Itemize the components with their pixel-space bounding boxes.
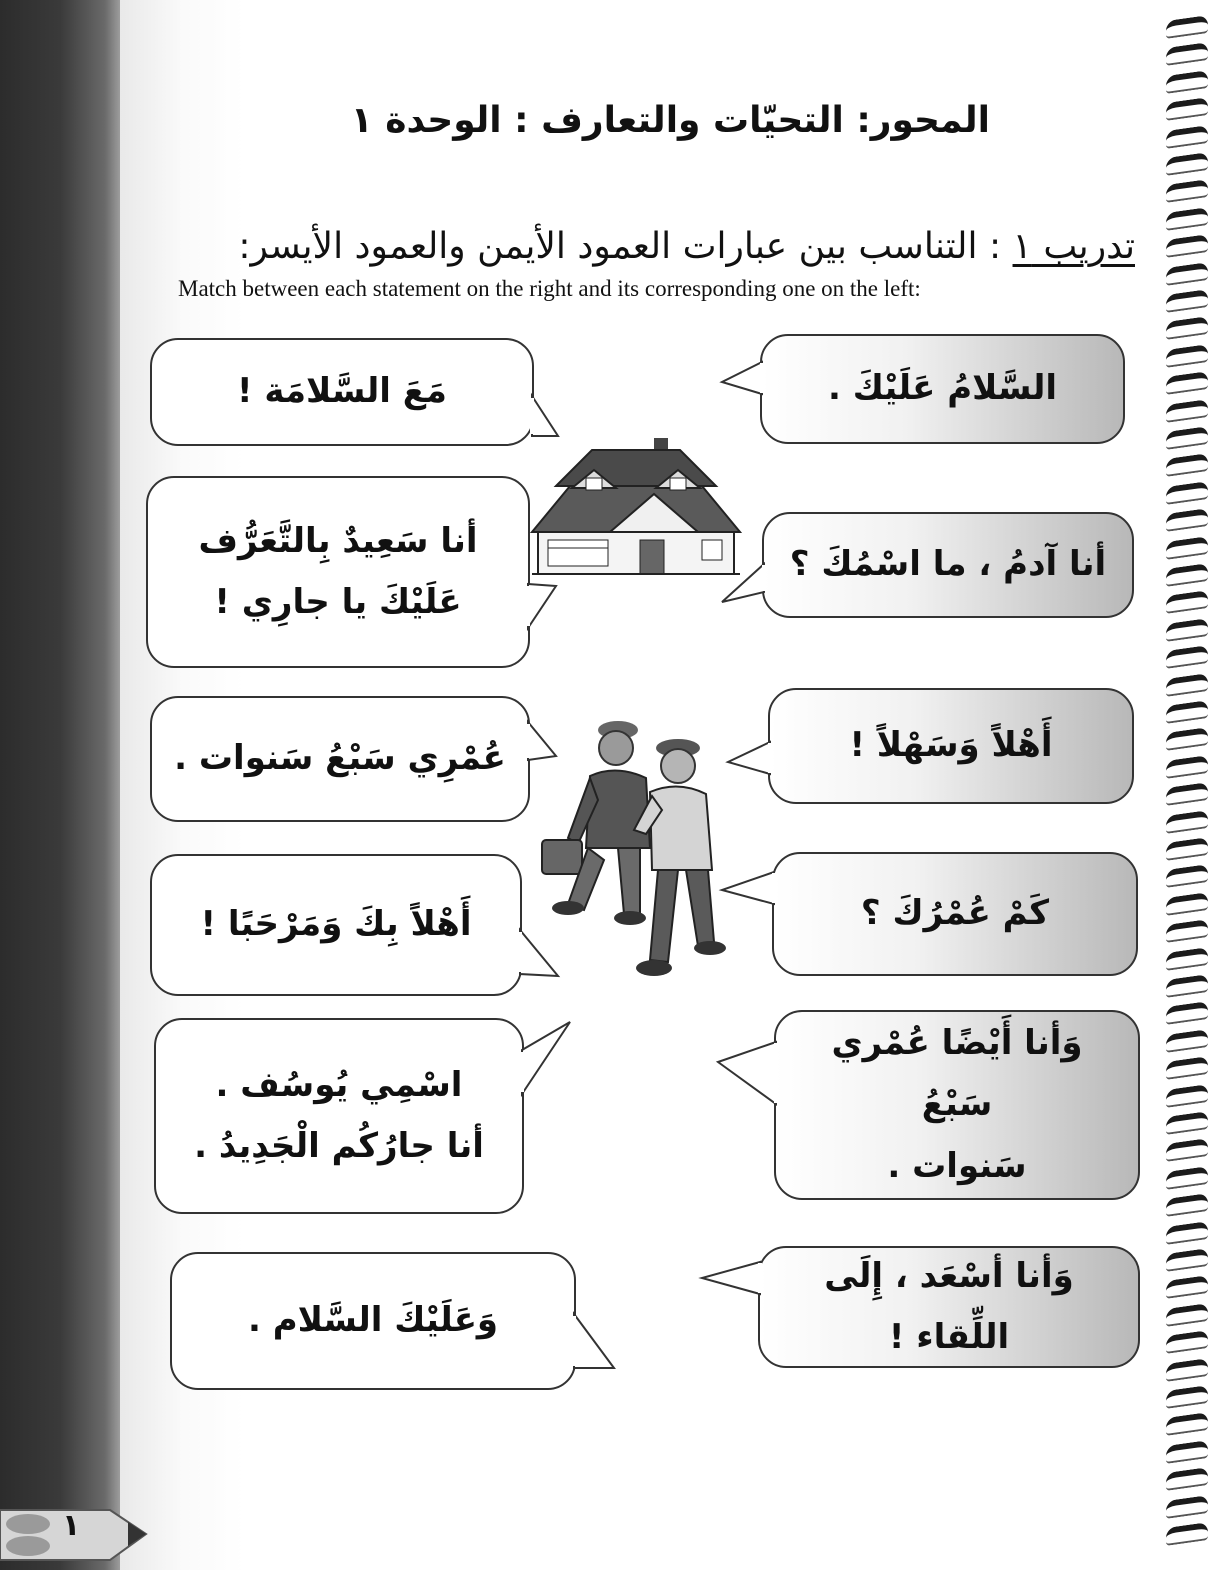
spiral-coil xyxy=(1166,1412,1208,1436)
spiral-coil xyxy=(1166,864,1208,888)
spiral-coil xyxy=(1166,974,1208,998)
spiral-coil xyxy=(1166,399,1208,423)
spiral-coil xyxy=(1166,508,1208,532)
bubble-text: السَّلامُ عَلَيْكَ . xyxy=(828,368,1057,409)
spiral-coil xyxy=(1166,1111,1208,1135)
bubble-tail xyxy=(520,1020,574,1100)
two-boys-illustration xyxy=(538,720,728,982)
spiral-coil xyxy=(1166,1467,1208,1491)
spiral-coil xyxy=(1166,536,1208,560)
spiral-coil xyxy=(1166,234,1208,258)
exercise-text: : التناسب بين عبارات العمود الأيمن والعمود الأيسر: xyxy=(238,226,1013,267)
left-bubble-6 xyxy=(170,1252,576,1390)
spiral-coil xyxy=(1166,1166,1208,1190)
spiral-binding xyxy=(1166,18,1210,1558)
bubble-tail xyxy=(722,870,776,910)
spiral-coil xyxy=(1166,289,1208,313)
right-bubble-1 xyxy=(760,334,1125,444)
exercise-label: تدريب ١ xyxy=(1012,226,1135,267)
spiral-coil xyxy=(1166,316,1208,340)
spiral-coil xyxy=(1166,590,1208,614)
bubble-line-1: أنا سَعِيدٌ بِالتَّعَرُّف xyxy=(198,520,478,561)
left-bubble-5 xyxy=(154,1018,524,1214)
bubble-line-2: أنا جارُكُم الْجَدِيدُ . xyxy=(194,1126,484,1166)
spiral-coil xyxy=(1166,947,1208,971)
spiral-coil xyxy=(1166,1056,1208,1080)
spiral-coil xyxy=(1166,810,1208,834)
bubble-line-2: عَلَيْكَ يا جارِي ! xyxy=(214,582,462,622)
spiral-coil xyxy=(1166,426,1208,450)
spiral-coil xyxy=(1166,262,1208,286)
right-bubble-4 xyxy=(772,852,1138,976)
page-title: المحور: التحيّات والتعارف : الوحدة ١ xyxy=(350,100,990,141)
spiral-coil xyxy=(1166,1193,1208,1217)
spiral-coil xyxy=(1166,755,1208,779)
spiral-coil xyxy=(1166,1221,1208,1245)
spiral-coil xyxy=(1166,782,1208,806)
bubble-text: أنا آدمُ ، ما اسْمُكَ ؟ xyxy=(789,544,1107,585)
spiral-coil xyxy=(1166,97,1208,121)
spiral-coil xyxy=(1166,645,1208,669)
spiral-coil xyxy=(1166,1522,1208,1546)
page-number-tab xyxy=(0,1500,150,1570)
left-bubble-2 xyxy=(146,476,530,668)
bubble-text: عُمْرِي سَبْعُ سَنوات . xyxy=(174,738,506,779)
spiral-coil xyxy=(1166,1275,1208,1299)
spiral-coil xyxy=(1166,1248,1208,1272)
bubble-text: كَمْ عُمْرُكَ ؟ xyxy=(860,893,1050,934)
bubble-line-1: وَأنا أَيْضًا عُمْري سَبْعُ xyxy=(831,1023,1083,1125)
spiral-coil xyxy=(1166,15,1208,39)
left-bubble-1 xyxy=(150,338,534,446)
bubble-tail xyxy=(526,584,560,634)
right-bubble-3 xyxy=(768,688,1134,804)
spiral-coil xyxy=(1166,453,1208,477)
spiral-coil xyxy=(1166,700,1208,724)
spiral-coil xyxy=(1166,1029,1208,1053)
spiral-coil xyxy=(1166,1084,1208,1108)
bubble-tail xyxy=(572,1314,618,1374)
spiral-coil xyxy=(1166,1001,1208,1025)
bubble-tail xyxy=(722,360,764,400)
bubble-tail xyxy=(728,740,772,780)
bubble-text: أَهْلاً وَسَهْلاً ! xyxy=(849,725,1053,766)
spiral-coil xyxy=(1166,673,1208,697)
spiral-coil xyxy=(1166,1385,1208,1409)
left-bubble-3 xyxy=(150,696,530,822)
bubble-text: وَعَلَيْكَ السَّلام . xyxy=(247,1300,499,1341)
spiral-coil xyxy=(1166,152,1208,176)
spiral-coil xyxy=(1166,1138,1208,1162)
spiral-coil xyxy=(1166,207,1208,231)
spiral-coil xyxy=(1166,1495,1208,1519)
spiral-coil xyxy=(1166,1358,1208,1382)
right-bubble-5 xyxy=(774,1010,1140,1200)
right-bubble-2 xyxy=(762,512,1134,618)
spiral-coil xyxy=(1166,563,1208,587)
spiral-coil xyxy=(1166,125,1208,149)
spiral-coil xyxy=(1166,344,1208,368)
spiral-coil xyxy=(1166,42,1208,66)
bubble-tail xyxy=(530,396,562,440)
spiral-coil xyxy=(1166,837,1208,861)
left-bubble-4 xyxy=(150,854,522,996)
page-number: ١ xyxy=(62,1508,81,1543)
spiral-coil xyxy=(1166,919,1208,943)
spiral-coil xyxy=(1166,371,1208,395)
spiral-coil xyxy=(1166,618,1208,642)
spiral-coil xyxy=(1166,1303,1208,1327)
bubble-text: أَهْلاً بِكَ وَمَرْحَبًا ! xyxy=(200,904,472,945)
bubble-text: مَعَ السَّلامَة ! xyxy=(237,371,447,412)
bubble-line-1: اسْمِي يُوسُف . xyxy=(215,1064,463,1105)
spiral-coil xyxy=(1166,727,1208,751)
spiral-coil xyxy=(1166,1440,1208,1464)
spiral-coil xyxy=(1166,1330,1208,1354)
right-bubble-6 xyxy=(758,1246,1140,1368)
exercise-heading xyxy=(170,226,1135,267)
bubble-tail xyxy=(702,1260,762,1300)
bubble-tail xyxy=(718,1040,778,1110)
spiral-coil xyxy=(1166,481,1208,505)
spiral-coil xyxy=(1166,179,1208,203)
instruction-text: Match between each statement on the right and its corresponding one on the left: xyxy=(178,276,921,301)
spiral-coil xyxy=(1166,892,1208,916)
bubble-text: وَأنا أسْعَد ، إِلَى اللِّقاء ! xyxy=(824,1255,1074,1357)
bubble-line-2: سَنوات . xyxy=(887,1145,1027,1186)
spiral-coil xyxy=(1166,70,1208,94)
house-illustration xyxy=(530,436,742,576)
